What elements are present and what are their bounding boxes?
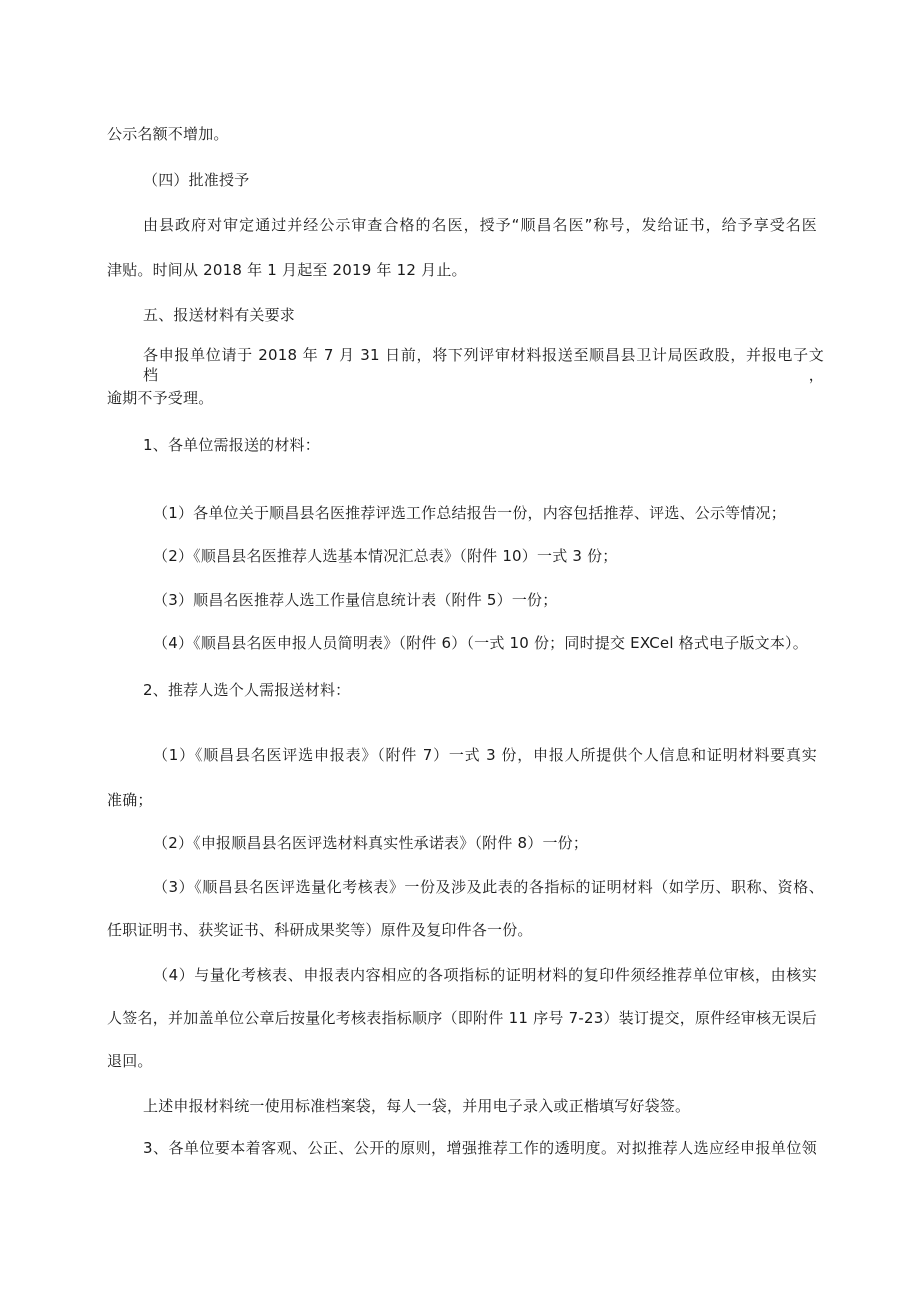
- subsection-heading: 1、各单位需报送的材料：: [143, 436, 320, 454]
- list-item: （3）《顺昌县名医评选量化考核表》一份及涉及此表的各指标的证明材料（如学历、职称、资格、: [153, 878, 824, 896]
- paragraph-line: 由县政府对审定通过并经公示审查合格的名医，授予“顺昌名医”称号，发给证书，给予享受名医: [143, 216, 817, 234]
- list-item: （3）顺昌名医推荐人选工作量信息统计表（附件 5）一份；: [153, 591, 558, 609]
- list-item-continuation: 退回。: [107, 1052, 153, 1070]
- list-item-continuation: 任职证明书、获奖证书、科研成果奖等）原件及复印件各一份。: [107, 921, 533, 939]
- list-item: （2）《申报顺昌县名医评选材料真实性承诺表》（附件 8）一份；: [153, 834, 589, 852]
- paragraph-line: 3、各单位要本着客观、公正、公开的原则，增强推荐工作的透明度。对拟推荐人选应经申报单位领: [143, 1139, 817, 1157]
- paragraph-line: 各申报单位请于 2018 年 7 月 31 日前，将下列评审材料报送至顺昌县卫计局医政股，并报电子文档，: [143, 346, 824, 384]
- list-item-continuation: 准确；: [107, 791, 153, 809]
- section-heading: （四）批准授予: [143, 171, 250, 189]
- paragraph-line: 逾期不予受理。: [107, 389, 214, 407]
- list-item: （4）《顺昌县名医申报人员简明表》（附件 6）（一式 10 份；同时提交 EXCel 格式电子版文本）。: [153, 634, 808, 652]
- list-item: （1）《顺昌县名医评选申报表》（附件 7）一式 3 份，申报人所提供个人信息和证明材料要真实: [153, 746, 817, 764]
- list-item: （2）《顺昌县名医推荐人选基本情况汇总表》（附件 10）一式 3 份；: [153, 547, 618, 565]
- section-heading: 五、报送材料有关要求: [143, 306, 296, 324]
- list-item-continuation: 人签名，并加盖单位公章后按量化考核表指标顺序（即附件 11 序号 7-23）装订提交，原件经审核无误后: [107, 1009, 817, 1027]
- paragraph-line: 公示名额不增加。: [107, 125, 229, 143]
- paragraph-line: 上述申报材料统一使用标准档案袋，每人一袋，并用电子录入或正楷填写好袋签。: [143, 1097, 691, 1115]
- subsection-heading: 2、推荐人选个人需报送材料：: [143, 681, 351, 699]
- list-item: （1）各单位关于顺昌县名医推荐评选工作总结报告一份，内容包括推荐、评选、公示等情况；: [153, 504, 786, 522]
- paragraph-line: 津贴。时间从 2018 年 1 月起至 2019 年 12 月止。: [107, 261, 467, 279]
- list-item: （4）与量化考核表、申报表内容相应的各项指标的证明材料的复印件须经推荐单位审核，由核实: [153, 966, 817, 984]
